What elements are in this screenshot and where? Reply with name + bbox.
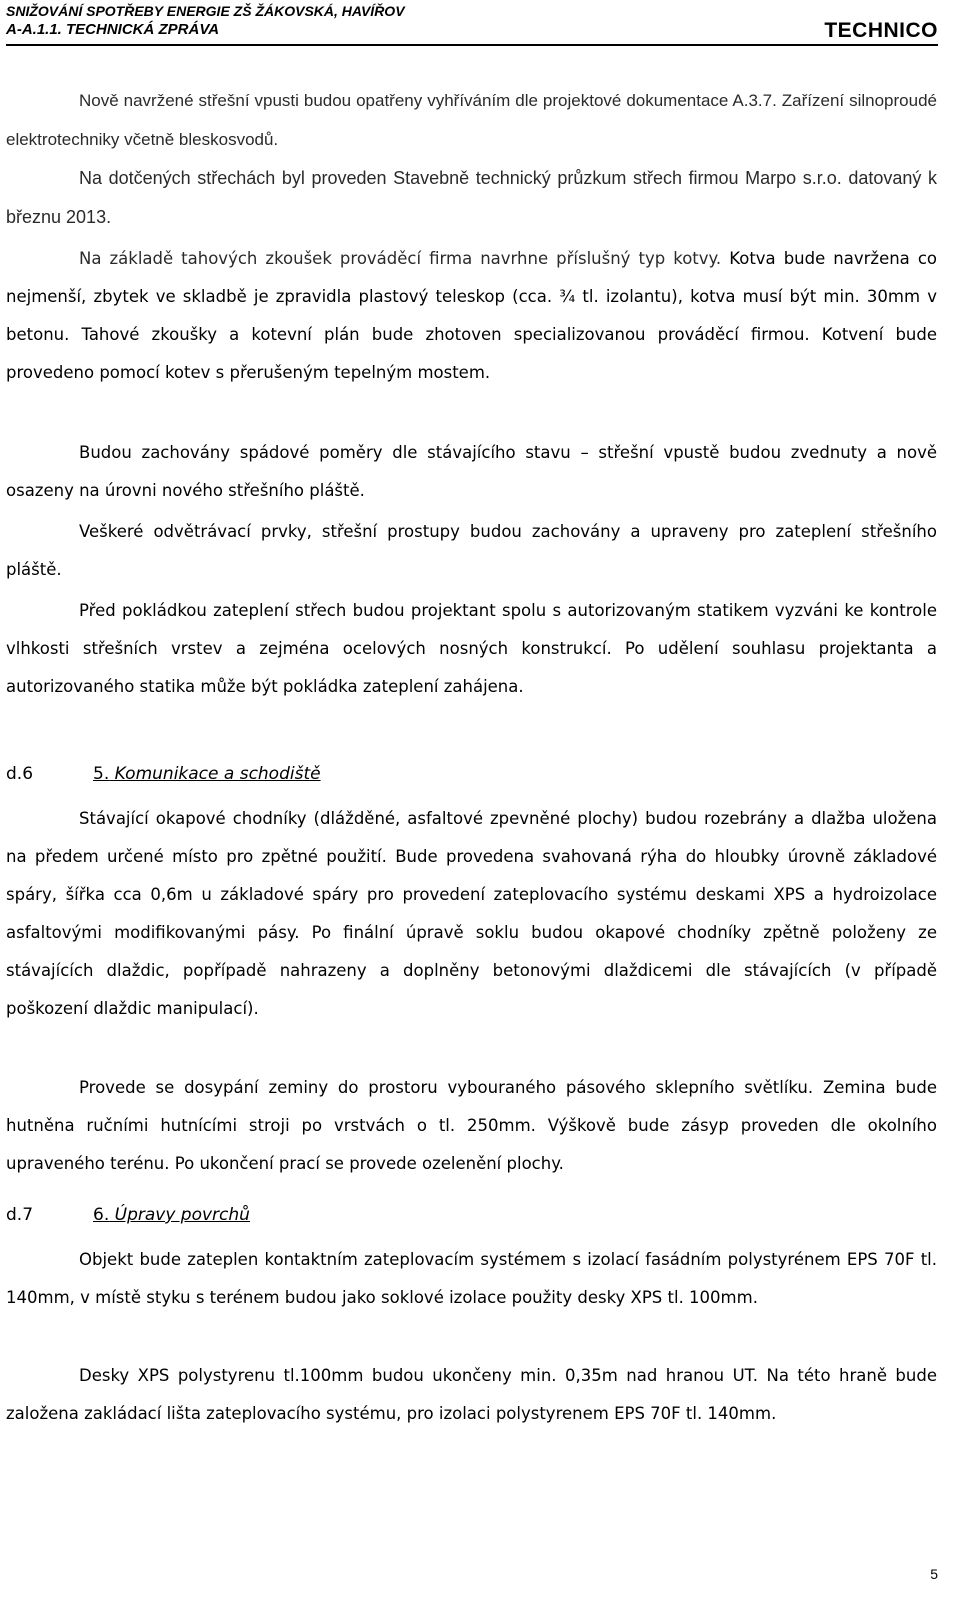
section-title-d6-text: Komunikace a schodiště: [109, 764, 321, 784]
paragraph-roof-survey: Na dotčených střechách byl proveden Stavebně technický průzkum střech firmou Marpo s.r.o. datovaný k březnu 2013.: [6, 168, 937, 227]
section-title-d7: [93, 1203, 250, 1227]
paragraph-anchoring: [6, 240, 937, 392]
section-title-d7-text: Úpravy povrchů: [109, 1205, 250, 1225]
paragraph-slope: Budou zachovány spádové poměry dle stávajícího stavu – střešní vpustě budou zvednuty a nově osazeny na úrovni nového střešního pláště.: [6, 443, 937, 500]
header-project-title: SNIŽOVÁNÍ SPOTŘEBY ENERGIE ZŠ ŽÁKOVSKÁ, HAVÍŘOV: [6, 3, 405, 19]
header-divider: [6, 44, 938, 46]
paragraph-insulation: Objekt bude zateplen kontaktním zateplovacím systémem s izolací fasádním polystyrénem EPS 70F tl. 140mm, v místě styku s terénem budou jako soklové izolace použity desky XPS tl. 100mm.: [6, 1250, 937, 1307]
company-logo: TECHNICO: [824, 19, 938, 42]
paragraph-inspection: Před pokládkou zateplení střech budou projektant spolu s autorizovaným statikem vyzváni ke kontrole vlhkosti střešních vrstev a zejména ocelových nosných konstrukcí. Po udělení souhlasu projektanta a autorizovaného statika může být pokládka zateplení zahájena.: [6, 601, 937, 696]
section-title-d6-num: 5.: [93, 764, 110, 784]
section-title-d6: [93, 762, 321, 786]
paragraph-sidewalks: Stávající okapové chodníky (dlážděné, asfaltové zpevněné plochy) budou rozebrány a dlažba uložena na předem určené místo pro zpětné použití. Bude provedena svahovaná rýha do hloubky úrovně základové spáry, šířka cca 0,6m u základové spáry pro provedení zateplovacího systému deskami XPS a hydroizolace asfaltovými modifikovanými pásy. Po finální úpravě soklu budou okapové chodníky zpětně položeny ze stávajících dlaždic, popřípadě nahrazeny a doplněny betonovými dlaždicemi dle stávajících (v případě poškození dlaždic manipulací).: [6, 809, 937, 1018]
paragraph-backfill: Provede se dosypání zeminy do prostoru vybouraného pásového sklepního světlíku. Zemina bude hutněna ručními hutnícími stroji po vrstvách o tl. 250mm. Výškově bude zásyp proveden dle okolního upraveného terénu. Po ukončení prací se provede ozelenění plochy.: [6, 1078, 937, 1173]
paragraph-roof-drains: Nově navržené střešní vpusti budou opatřeny vyhříváním dle projektové dokumentace A.3.7. Zařízení silnoproudé elektrotechniky včetně bleskosvodů.: [6, 91, 937, 149]
paragraph-xps-boards: Desky XPS polystyrenu tl.100mm budou ukončeny min. 0,35m nad hranou UT. Na této hraně bude založena zakládací lišta zateplovacího systému, pro izolaci polystyrenem EPS 70F tl. 140mm.: [6, 1366, 937, 1423]
paragraph-anchoring-body: Kotva bude navržena co nejmenší, zbytek ve skladbě je zpravidla plastový teleskop (cca. ¾ tl. izolantu), kotva musí být min. 30mm v betonu. Tahové zkoušky a kotevní plán bude zhotoven specializovanou prováděcí firmou. Kotvení bude provedeno pomocí kotev s přerušeným tepelným mostem.: [6, 249, 937, 382]
header-document-title: A-A.1.1. TECHNICKÁ ZPRÁVA: [6, 21, 220, 38]
section-title-d7-num: 6.: [93, 1205, 110, 1225]
paragraph-anchoring-lead: Na základě tahových zkoušek prováděcí firma navrhne příslušný typ kotvy.: [79, 249, 722, 268]
section-number-d7: d.7: [6, 1205, 34, 1225]
page-header: [6, 2, 506, 40]
paragraph-ventilation: Veškeré odvětrávací prvky, střešní prostupy budou zachovány a upraveny pro zateplení střešního pláště.: [6, 522, 937, 579]
section-number-d6: d.6: [6, 764, 34, 784]
page-number: 5: [930, 1566, 938, 1582]
